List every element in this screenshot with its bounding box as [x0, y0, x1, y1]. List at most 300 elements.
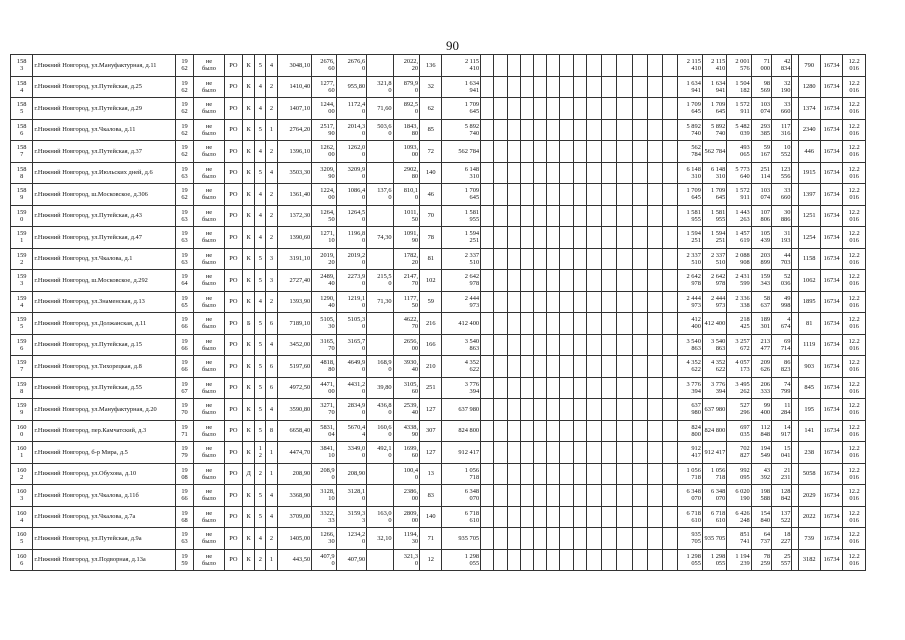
cell-empty	[663, 420, 678, 442]
cell-owners-share: 21 231	[772, 463, 792, 485]
cell-owners-share: 74 799	[772, 377, 792, 399]
cell-area-nonresidential: 160,6 0	[367, 420, 393, 442]
cell-empty	[573, 55, 586, 77]
cell-empty	[547, 291, 560, 313]
cell-area-premises: 3841, 10	[312, 442, 336, 464]
cell-plan-date: 12.2 016	[843, 98, 866, 120]
cell-total-area: 2764,20	[277, 119, 312, 141]
cell-empty	[481, 76, 494, 98]
cell-owners-share: 4 674	[772, 313, 792, 335]
cell-cost-total-repeat: 2 444 973	[702, 291, 726, 313]
cell-empty	[534, 98, 547, 120]
cell-empty	[632, 270, 647, 292]
cell-last-repair: не было	[194, 270, 225, 292]
cell-residents: 251	[420, 377, 442, 399]
cell-empty	[573, 506, 586, 528]
cell-area-citizens: 1699, 60	[393, 442, 419, 464]
cell-empty	[494, 291, 507, 313]
cell-area-citizens: 1782, 20	[393, 248, 419, 270]
cell-cost-subtotal: 1 709 645	[678, 98, 702, 120]
cell-total-area: 443,50	[277, 549, 312, 571]
cell-empty	[560, 227, 573, 249]
table-row	[11, 76, 866, 98]
cell-address: г.Нижний Новгород, ул.Мануфактурная, д.11	[33, 55, 176, 77]
cell-residents: 78	[420, 227, 442, 249]
cell-empty	[602, 162, 617, 184]
cell-empty	[586, 506, 601, 528]
cell-fund-share: 2 336 338	[727, 291, 751, 313]
cell-empty	[647, 528, 662, 550]
cell-entrances: 2	[266, 205, 277, 227]
cell-empty	[507, 76, 520, 98]
cell-empty	[481, 528, 494, 550]
cell-area-nonresidential: 137,6 0	[367, 184, 393, 206]
cell-empty	[547, 119, 560, 141]
cell-empty	[494, 399, 507, 421]
cell-empty	[560, 463, 573, 485]
cell-empty	[481, 291, 494, 313]
cell-floors: 5	[255, 55, 266, 77]
cell-empty	[573, 119, 586, 141]
cell-area-citizens: 321,3 0	[393, 549, 419, 571]
cell-plan-date: 12.2 016	[843, 356, 866, 378]
cell-empty	[632, 549, 647, 571]
cell-entrances: 2	[266, 98, 277, 120]
cell-empty	[520, 270, 533, 292]
cell-owners-share: 123 556	[772, 162, 792, 184]
cell-empty	[507, 291, 520, 313]
cell-build-year: 19 67	[175, 377, 193, 399]
cell-empty	[494, 442, 507, 464]
cell-empty	[494, 227, 507, 249]
cell-plan-date: 12.2 016	[843, 313, 866, 335]
cell-limit-code: 16734	[820, 549, 842, 571]
cell-row-number: 160 4	[11, 506, 33, 528]
cell-row-number: 160 2	[11, 463, 33, 485]
cell-budget-share: 78 259	[751, 549, 771, 571]
cell-area-citizens: 1091, 90	[393, 227, 419, 249]
cell-empty	[617, 420, 632, 442]
cell-build-year: 19 79	[175, 442, 193, 464]
cell-row-number: 159 5	[11, 313, 33, 335]
cell-total-area: 1410,40	[277, 76, 312, 98]
cell-budget-share: 213 477	[751, 334, 771, 356]
cell-address: г.Нижний Новгород, ул.Путейская, д.25	[33, 76, 176, 98]
cell-empty	[534, 399, 547, 421]
table-row	[11, 377, 866, 399]
cell-row-number: 158 9	[11, 184, 33, 206]
cell-empty	[547, 420, 560, 442]
cell-limit-code: 16734	[820, 399, 842, 421]
cell-area-citizens: 1011, 50	[393, 205, 419, 227]
cell-total-area: 3590,80	[277, 399, 312, 421]
cell-empty	[586, 356, 601, 378]
cell-empty	[632, 141, 647, 163]
cell-cost-subtotal: 2 337 510	[678, 248, 702, 270]
cell-total-cost: 2 337 510	[442, 248, 481, 270]
cell-empty	[494, 528, 507, 550]
cell-unit-price: 238	[798, 442, 820, 464]
cell-empty	[632, 76, 647, 98]
table-row	[11, 528, 866, 550]
cell-entrances: 4	[266, 506, 277, 528]
cell-empty	[632, 485, 647, 507]
cell-plan-date: 12.2 016	[843, 528, 866, 550]
cell-last-repair: не было	[194, 485, 225, 507]
cell-empty	[602, 485, 617, 507]
cell-cost-subtotal: 637 980	[678, 399, 702, 421]
cell-area-residential: 1234,2 0	[336, 528, 367, 550]
cell-total-cost: 912 417	[442, 442, 481, 464]
cell-row-number: 158 6	[11, 119, 33, 141]
cell-area-nonresidential	[367, 248, 393, 270]
cell-unit-price: 790	[798, 55, 820, 77]
cell-last-repair: не было	[194, 205, 225, 227]
cell-row-number: 159 0	[11, 205, 33, 227]
cell-empty	[534, 442, 547, 464]
cell-residents: 72	[420, 141, 442, 163]
cell-row-number: 158 3	[11, 55, 33, 77]
cell-empty	[534, 291, 547, 313]
cell-empty	[573, 227, 586, 249]
cell-empty	[534, 506, 547, 528]
cell-area-premises: 2517, 90	[312, 119, 336, 141]
cell-total-area: 4972,50	[277, 377, 312, 399]
cell-empty	[586, 291, 601, 313]
cell-area-residential: 5670,4 4	[336, 420, 367, 442]
cell-last-repair: не было	[194, 291, 225, 313]
cell-empty	[573, 549, 586, 571]
cell-empty	[632, 420, 647, 442]
cell-floors: 5	[255, 506, 266, 528]
cell-total-area: 6658,40	[277, 420, 312, 442]
cell-empty	[520, 248, 533, 270]
cell-residents: 13	[420, 463, 442, 485]
cell-empty	[560, 184, 573, 206]
cell-empty	[494, 356, 507, 378]
cell-total-cost: 1 634 941	[442, 76, 481, 98]
cell-empty	[617, 442, 632, 464]
cell-empty	[602, 184, 617, 206]
cell-empty	[494, 141, 507, 163]
cell-empty	[520, 76, 533, 98]
table-row	[11, 291, 866, 313]
cell-empty	[534, 205, 547, 227]
cell-area-premises: 1224, 00	[312, 184, 336, 206]
cell-residents: 81	[420, 248, 442, 270]
cell-empty	[586, 162, 601, 184]
cell-empty	[547, 485, 560, 507]
cell-build-year: 19 62	[175, 141, 193, 163]
cell-empty	[547, 506, 560, 528]
cell-owners-share: 14 917	[772, 420, 792, 442]
cell-plan-date: 12.2 016	[843, 248, 866, 270]
cell-cost-total-repeat: 5 892 740	[702, 119, 726, 141]
cell-empty	[663, 377, 678, 399]
table-row	[11, 334, 866, 356]
cell-area-citizens: 2539, 40	[393, 399, 419, 421]
cell-limit-code: 16734	[820, 313, 842, 335]
cell-empty	[573, 248, 586, 270]
cell-owners-share: 18 227	[772, 528, 792, 550]
cell-ownership: РО	[224, 528, 242, 550]
cell-row-number: 160 5	[11, 528, 33, 550]
cell-empty	[520, 485, 533, 507]
cell-empty	[647, 55, 662, 77]
cell-unit-price: 1397	[798, 184, 820, 206]
cell-area-residential: 208,90	[336, 463, 367, 485]
cell-empty	[560, 98, 573, 120]
cell-empty	[520, 291, 533, 313]
cell-area-nonresidential: 71,60	[367, 98, 393, 120]
cell-empty	[560, 506, 573, 528]
cell-ownership: РО	[224, 399, 242, 421]
cell-floors: 5	[255, 334, 266, 356]
cell-residents: 85	[420, 119, 442, 141]
cell-entrances: 2	[266, 291, 277, 313]
table-row	[11, 442, 866, 464]
cell-fund-share: 3 257 672	[727, 334, 751, 356]
cell-empty	[632, 98, 647, 120]
cell-area-citizens: 2809, 00	[393, 506, 419, 528]
cell-empty	[586, 184, 601, 206]
cell-empty	[534, 377, 547, 399]
cell-budget-share: 105 439	[751, 227, 771, 249]
cell-build-year: 19 63	[175, 162, 193, 184]
cell-empty	[507, 549, 520, 571]
cell-empty	[647, 313, 662, 335]
cell-ownership: РО	[224, 248, 242, 270]
cell-limit-code: 16734	[820, 184, 842, 206]
cell-cost-subtotal: 1 594 251	[678, 227, 702, 249]
cell-area-premises: 407,9 0	[312, 549, 336, 571]
cell-empty	[494, 334, 507, 356]
cell-total-cost: 1 581 955	[442, 205, 481, 227]
cell-wall-material: К	[243, 205, 255, 227]
cell-empty	[617, 55, 632, 77]
cell-empty	[573, 463, 586, 485]
cell-budget-share: 293 385	[751, 119, 771, 141]
cell-empty	[481, 377, 494, 399]
cell-area-nonresidential: 32,10	[367, 528, 393, 550]
cell-last-repair: не было	[194, 141, 225, 163]
cell-owners-share: 15 041	[772, 442, 792, 464]
cell-empty	[494, 506, 507, 528]
cell-empty	[494, 485, 507, 507]
cell-row-number: 159 9	[11, 399, 33, 421]
cell-budget-share: 103 074	[751, 98, 771, 120]
cell-plan-date: 12.2 016	[843, 270, 866, 292]
cell-empty	[481, 248, 494, 270]
cell-plan-date: 12.2 016	[843, 377, 866, 399]
page-number: 90	[446, 38, 459, 53]
cell-empty	[663, 227, 678, 249]
cell-owners-share: 32 190	[772, 76, 792, 98]
cell-area-nonresidential: 503,6 0	[367, 119, 393, 141]
cell-empty	[534, 55, 547, 77]
cell-total-area: 1390,60	[277, 227, 312, 249]
cell-residents: 127	[420, 442, 442, 464]
cell-total-cost: 1 709 645	[442, 98, 481, 120]
cell-floors: 4	[255, 227, 266, 249]
cell-cost-total-repeat: 6 148 310	[702, 162, 726, 184]
cell-empty	[647, 399, 662, 421]
cell-cost-total-repeat: 2 337 510	[702, 248, 726, 270]
cell-empty	[520, 55, 533, 77]
cell-limit-code: 16734	[820, 485, 842, 507]
cell-area-premises: 1290, 40	[312, 291, 336, 313]
cell-empty	[560, 420, 573, 442]
cell-empty	[573, 184, 586, 206]
cell-residents: 70	[420, 205, 442, 227]
cell-empty	[494, 248, 507, 270]
cell-budget-share: 58 637	[751, 291, 771, 313]
cell-row-number: 158 5	[11, 98, 33, 120]
cell-empty	[560, 485, 573, 507]
cell-floors: 2	[255, 549, 266, 571]
cell-cost-total-repeat: 1 709 645	[702, 184, 726, 206]
cell-empty	[632, 334, 647, 356]
cell-empty	[663, 184, 678, 206]
cell-ownership: РО	[224, 334, 242, 356]
cell-wall-material: К	[243, 291, 255, 313]
cell-empty	[547, 442, 560, 464]
cell-cost-total-repeat: 912 417	[702, 442, 726, 464]
cell-limit-code: 16734	[820, 227, 842, 249]
housing-registry-table	[10, 54, 866, 571]
cell-floors: 4	[255, 98, 266, 120]
cell-empty	[494, 76, 507, 98]
cell-plan-date: 12.2 016	[843, 399, 866, 421]
cell-area-residential: 3209,9 0	[336, 162, 367, 184]
cell-budget-share: 209 626	[751, 356, 771, 378]
cell-cost-subtotal: 1 634 941	[678, 76, 702, 98]
cell-empty	[632, 291, 647, 313]
cell-entrances: 2	[266, 141, 277, 163]
cell-area-nonresidential: 436,8 0	[367, 399, 393, 421]
cell-empty	[547, 528, 560, 550]
cell-empty	[632, 184, 647, 206]
cell-address: г.Нижний Новгород, ул.Чкалова, д.11б	[33, 485, 176, 507]
cell-wall-material: К	[243, 420, 255, 442]
cell-empty	[617, 463, 632, 485]
cell-empty	[586, 76, 601, 98]
cell-empty	[586, 334, 601, 356]
cell-empty	[481, 141, 494, 163]
cell-empty	[573, 528, 586, 550]
cell-limit-code: 16734	[820, 291, 842, 313]
cell-empty	[663, 55, 678, 77]
cell-empty	[617, 184, 632, 206]
cell-empty	[617, 485, 632, 507]
cell-limit-code: 16734	[820, 442, 842, 464]
cell-row-number: 158 4	[11, 76, 33, 98]
cell-empty	[586, 442, 601, 464]
cell-total-cost: 1 298 055	[442, 549, 481, 571]
cell-empty	[632, 463, 647, 485]
cell-total-area: 3503,30	[277, 162, 312, 184]
cell-build-year: 19 63	[175, 205, 193, 227]
cell-budget-share: 159 343	[751, 270, 771, 292]
cell-empty	[617, 76, 632, 98]
cell-total-cost: 6 148 310	[442, 162, 481, 184]
table-row	[11, 227, 866, 249]
cell-ownership: РО	[224, 463, 242, 485]
cell-wall-material: К	[243, 442, 255, 464]
cell-empty	[647, 377, 662, 399]
cell-cost-total-repeat: 3 540 863	[702, 334, 726, 356]
cell-budget-share: 103 074	[751, 184, 771, 206]
cell-address: г.Нижний Новгород, ш.Московское, д.306	[33, 184, 176, 206]
cell-empty	[617, 227, 632, 249]
cell-ownership: РО	[224, 442, 242, 464]
cell-area-residential: 3349,0 0	[336, 442, 367, 464]
cell-cost-subtotal: 5 892 740	[678, 119, 702, 141]
cell-empty	[494, 463, 507, 485]
cell-owners-share: 52 036	[772, 270, 792, 292]
cell-empty	[507, 528, 520, 550]
cell-empty	[520, 377, 533, 399]
cell-fund-share: 1 572 911	[727, 98, 751, 120]
cell-empty	[647, 420, 662, 442]
cell-empty	[663, 356, 678, 378]
cell-empty	[647, 506, 662, 528]
cell-empty	[617, 377, 632, 399]
cell-area-nonresidential: 492,1 0	[367, 442, 393, 464]
cell-residents: 59	[420, 291, 442, 313]
cell-owners-share: 42 834	[772, 55, 792, 77]
cell-budget-share: 154 840	[751, 506, 771, 528]
cell-empty	[617, 506, 632, 528]
cell-empty	[663, 313, 678, 335]
cell-empty	[573, 98, 586, 120]
cell-total-cost: 2 115 410	[442, 55, 481, 77]
cell-budget-share: 206 333	[751, 377, 771, 399]
cell-empty	[507, 334, 520, 356]
cell-total-cost: 824 800	[442, 420, 481, 442]
cell-empty	[560, 76, 573, 98]
cell-area-residential: 1172,4 0	[336, 98, 367, 120]
cell-empty	[647, 162, 662, 184]
cell-unit-price: 1895	[798, 291, 820, 313]
cell-empty	[647, 98, 662, 120]
cell-build-year: 19 62	[175, 184, 193, 206]
cell-empty	[617, 291, 632, 313]
cell-total-area: 3452,00	[277, 334, 312, 356]
cell-fund-share: 1 504 182	[727, 76, 751, 98]
cell-row-number: 160 3	[11, 485, 33, 507]
cell-empty	[547, 313, 560, 335]
cell-empty	[547, 205, 560, 227]
cell-total-area: 1393,90	[277, 291, 312, 313]
cell-cost-subtotal: 912 417	[678, 442, 702, 464]
cell-area-premises: 3128, 10	[312, 485, 336, 507]
cell-entrances: 8	[266, 420, 277, 442]
cell-cost-subtotal: 1 709 645	[678, 184, 702, 206]
cell-address: г.Нижний Новгород, ул.Должанская, д.11	[33, 313, 176, 335]
cell-unit-price: 3182	[798, 549, 820, 571]
cell-empty	[534, 420, 547, 442]
cell-empty	[481, 420, 494, 442]
cell-empty	[547, 55, 560, 77]
cell-empty	[534, 528, 547, 550]
cell-limit-code: 16734	[820, 55, 842, 77]
cell-empty	[534, 313, 547, 335]
cell-empty	[547, 463, 560, 485]
table-row	[11, 313, 866, 335]
cell-owners-share: 25 557	[772, 549, 792, 571]
table-row	[11, 162, 866, 184]
